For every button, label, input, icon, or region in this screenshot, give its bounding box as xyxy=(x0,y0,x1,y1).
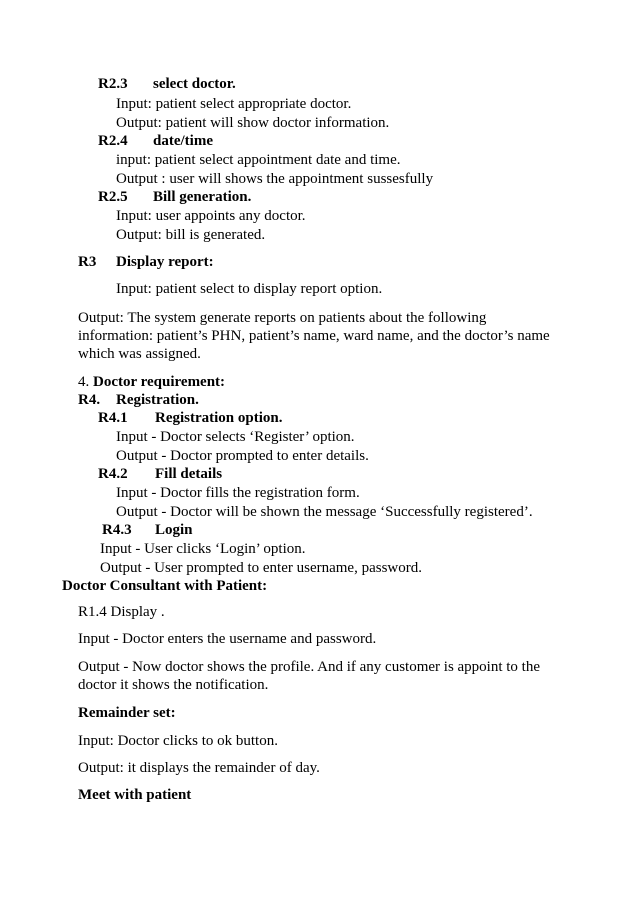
r3-title: Display report: xyxy=(116,254,214,270)
r4-1-input: Input - Doctor selects ‘Register’ option. xyxy=(116,429,355,445)
r4-1-title: Registration option. xyxy=(155,410,283,426)
r4-2-input: Input - Doctor fills the registration form. xyxy=(116,485,360,501)
r4-2-code: R4.2 xyxy=(98,466,128,482)
reminder-output: Output: it displays the remainder of day. xyxy=(78,760,320,776)
doctor-requirement-heading xyxy=(78,373,225,391)
doctor-requirement-number: 4. xyxy=(78,374,90,390)
reminder-input: Input: Doctor clicks to ok button. xyxy=(78,733,278,749)
consultant-display: R1.4 Display . xyxy=(78,604,165,620)
r3-heading xyxy=(78,253,214,271)
r4-3-input: Input - User clicks ‘Login’ option. xyxy=(100,541,306,557)
consultant-output-line-1: Output - Now doctor shows the profile. And if any customer is appoint to the xyxy=(78,659,541,675)
r2-5-heading xyxy=(98,188,251,206)
r4-1-heading xyxy=(98,409,283,427)
r2-5-input: Input: user appoints any doctor. xyxy=(116,208,306,224)
r4-1-code: R4.1 xyxy=(98,410,128,426)
r2-3-input: Input: patient select appropriate doctor. xyxy=(116,96,352,112)
r2-3-code: R2.3 xyxy=(98,76,128,92)
r4-1-output: Output - Doctor prompted to enter details. xyxy=(116,448,369,464)
r2-3-heading xyxy=(98,75,236,93)
r3-input: Input: patient select to display report option. xyxy=(116,281,383,297)
r2-4-input: input: patient select appointment date and time. xyxy=(116,152,401,168)
r2-3-output: Output: patient will show doctor information. xyxy=(116,115,390,131)
r4-heading xyxy=(78,391,199,409)
r3-output-line-3: which was assigned. xyxy=(78,346,201,362)
r3-code: R3 xyxy=(78,254,97,270)
consultant-output-line-2: doctor it shows the notification. xyxy=(78,677,269,693)
reminder-heading: Remainder set: xyxy=(78,705,176,721)
r2-4-code: R2.4 xyxy=(98,133,128,149)
r2-4-heading xyxy=(98,132,213,150)
r2-5-title: Bill generation. xyxy=(153,189,252,205)
r4-3-code: R4.3 xyxy=(102,522,132,538)
r2-5-output: Output: bill is generated. xyxy=(116,227,266,243)
r2-5-code: R2.5 xyxy=(98,189,128,205)
r4-title: Registration. xyxy=(116,392,199,408)
r4-3-title: Login xyxy=(155,522,193,538)
r4-3-output: Output - User prompted to enter username, password. xyxy=(100,560,423,576)
consultant-input: Input - Doctor enters the username and password. xyxy=(78,631,377,647)
consultant-heading: Doctor Consultant with Patient: xyxy=(62,578,268,594)
r2-4-title: date/time xyxy=(153,133,213,149)
r4-2-title: Fill details xyxy=(155,466,223,482)
r4-code: R4. xyxy=(78,392,101,408)
meet-heading: Meet with patient xyxy=(78,787,192,803)
r3-output-line-1: Output: The system generate reports on patients about the following xyxy=(78,310,487,326)
r4-2-output: Output - Doctor will be shown the message ‘Successfully registered’. xyxy=(116,504,533,520)
r2-4-output: Output : user will shows the appointment sussesfully xyxy=(116,171,434,187)
doctor-requirement-title: Doctor requirement: xyxy=(93,374,226,390)
r4-2-heading xyxy=(98,465,222,483)
r4-3-heading xyxy=(102,521,193,539)
r3-output-line-2: information: patient’s PHN, patient’s name, ward name, and the doctor’s name xyxy=(78,328,550,344)
r2-3-title: select doctor. xyxy=(153,76,236,92)
